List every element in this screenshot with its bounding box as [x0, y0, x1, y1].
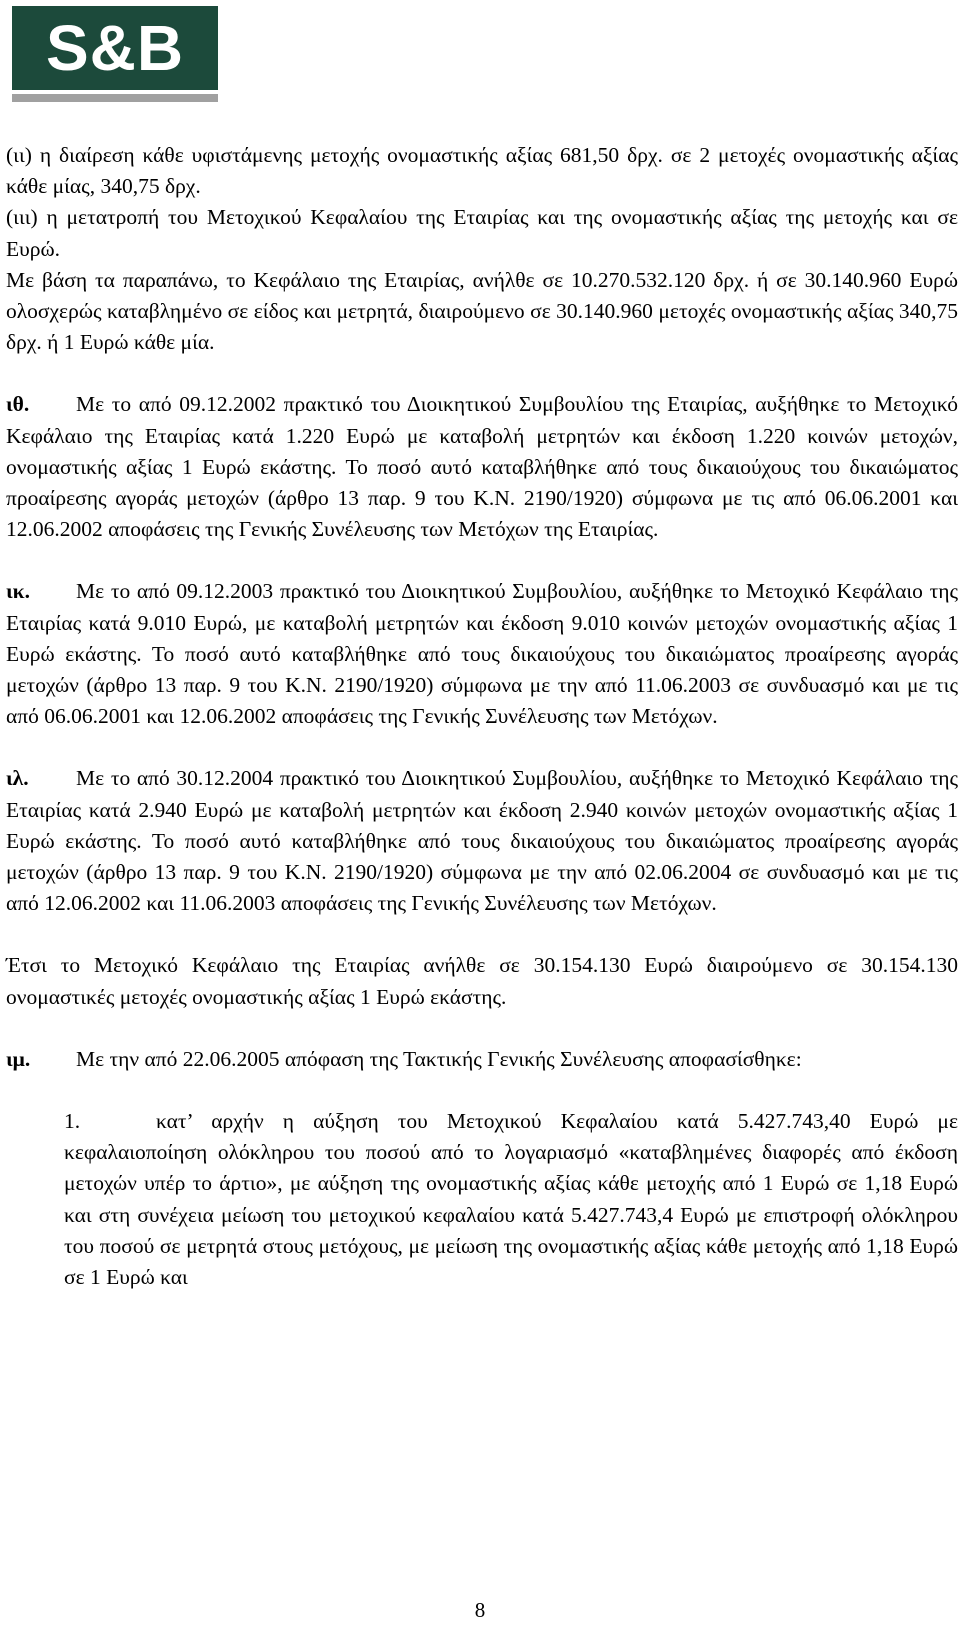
spacer: [6, 919, 958, 950]
document-body: [6, 140, 958, 1293]
paragraph-euro-conversion: (ιιι) η μετατροπή του Μετοχικού Κεφαλαίου της Εταιρίας και της ονομαστικής αξίας της μετοχής και σε Ευρώ.: [6, 205, 958, 261]
spacer: [6, 545, 958, 576]
paragraph-capital-total: Έτσι το Μετοχικό Κεφάλαιο της Εταιρίας ανήλθε σε 30.154.130 Ευρώ διαιρούμενο σε 30.154.130 ονομαστικές μετοχές ονομαστικής αξίας 1 Ευρώ εκάστης.: [6, 953, 958, 1009]
item-text: Με το από 09.12.2002 πρακτικό του Διοικητικού Συμβουλίου της Εταιρίας, αυξήθηκε το Μετοχικό Κεφάλαιο της Εταιρίας κατά 1.220 Ευρώ με καταβολή μετρητών και έκδοση 1.220 κοινών μετοχών, ονομαστικής αξίας 1 Ευρώ εκάστης. Το ποσό αυτό καταβλήθηκε από τους δικαιούχους του δικαιώματος προαίρεσης αγοράς μετοχών (άρθρο 13 παρ. 9 του Κ.Ν. 2190/1920) σύμφωνα με τις από 06.06.2001 και 12.06.2002 αποφάσεις της Γενικής Συνέλευσης των Μετόχων της Εταιρίας.: [6, 392, 958, 542]
page-number: 8: [474, 1598, 486, 1622]
spacer: [6, 732, 958, 763]
logo-text: S&B: [45, 12, 185, 84]
spacer: [6, 1013, 958, 1044]
spacer: [6, 358, 958, 389]
item-im: [6, 1044, 958, 1075]
item-il: [6, 763, 958, 919]
subitem-text: κατ’ αρχήν η αύξηση του Μετοχικού Κεφαλαίου κατά 5.427.743,40 Ευρώ με κεφαλαιοποίηση ολόκληρου του ποσού από το λογαριασμό «καταβλημένες διαφορές από έκδοση μετοχών υπέρ το άρτιο», με αύξηση της ονομαστικής αξίας κάθε μετοχής από 1 Ευρώ σε 1,18 Ευρώ και στη συνέχεια μείωση του μετοχικού κεφαλαίου κατά 5.427.743,4 Ευρώ με επιστροφή ολόκληρου του ποσού σε μετρητά στους μετόχους, με μείωση της ονομαστικής αξίας κάθε μετοχής από 1,18 Ευρώ σε 1 Ευρώ και: [64, 1109, 958, 1290]
item-label: ιθ.: [6, 392, 30, 417]
item-label: ιμ.: [6, 1046, 31, 1071]
item-text: Με το από 30.12.2004 πρακτικό του Διοικητικού Συμβουλίου, αυξήθηκε το Μετοχικό Κεφάλαιο της Εταιρίας κατά 2.940 Ευρώ με καταβολή μετρητών και έκδοση 2.940 κοινών μετοχών ονομαστικής αξίας 1 Ευρώ εκάστης. Το ποσό αυτό καταβλήθηκε από τους δικαιούχους του δικαιώματος προαίρεσης αγοράς μετοχών (άρθρο 13 παρ. 9 του Κ.Ν. 2190/1920) σύμφωνα με την από 02.06.2004 σε συνδυασμό και με τις από 12.06.2002 και 11.06.2003 αποφάσεις της Γενικής Συνέλευσης των Μετόχων.: [6, 766, 958, 916]
subitem-1: [64, 1106, 958, 1293]
paragraph-capital-summary: Με βάση τα παραπάνω, το Κεφάλαιο της Εταιρίας, ανήλθε σε 10.270.532.120 δρχ. ή σε 30.140.960 Ευρώ ολοσχερώς καταβλημένο σε είδος και μετρητά, διαιρούμενο σε 30.140.960 μετοχές ονομαστικής αξίας 340,75 δρχ. ή 1 Ευρώ κάθε μία.: [6, 267, 958, 355]
item-ith: [6, 389, 958, 545]
item-text: Με το από 09.12.2003 πρακτικό του Διοικητικού Συμβουλίου, αυξήθηκε το Μετοχικό Κεφάλαιο της Εταιρίας κατά 9.010 Ευρώ, με καταβολή μετρητών και έκδοση 9.010 κοινών μετοχών ονομαστικής αξίας 1 Ευρώ εκάστης. Το ποσό αυτό καταβλήθηκε από τους δικαιούχους του δικαιώματος προαίρεσης αγοράς μετοχών (άρθρο 13 παρ. 9 του Κ.Ν. 2190/1920) σύμφωνα με την από 11.06.2003 σε συνδυασμό και με τις από 06.06.2001 και 12.06.2002 αποφάσεις της Γενικής Συνέλευσης των Μετόχων.: [6, 579, 958, 729]
item-label: ικ.: [6, 579, 30, 604]
logo-underline: [12, 94, 218, 102]
company-logo: [12, 6, 218, 102]
item-label: ιλ.: [6, 766, 29, 791]
paragraph-share-split: (ιι) η διαίρεση κάθε υφιστάμενης μετοχής ονομαστικής αξίας 681,50 δρχ. σε 2 μετοχές ονομαστικής αξίας κάθε μίας, 340,75 δρχ.: [6, 143, 958, 199]
subitem-number: 1.: [64, 1109, 81, 1134]
item-ik: [6, 576, 958, 732]
item-text: Με την από 22.06.2005 απόφαση της Τακτικής Γενικής Συνέλευσης αποφασίσθηκε:: [76, 1046, 802, 1071]
logo-mark: [12, 6, 218, 90]
spacer: [6, 1075, 958, 1106]
